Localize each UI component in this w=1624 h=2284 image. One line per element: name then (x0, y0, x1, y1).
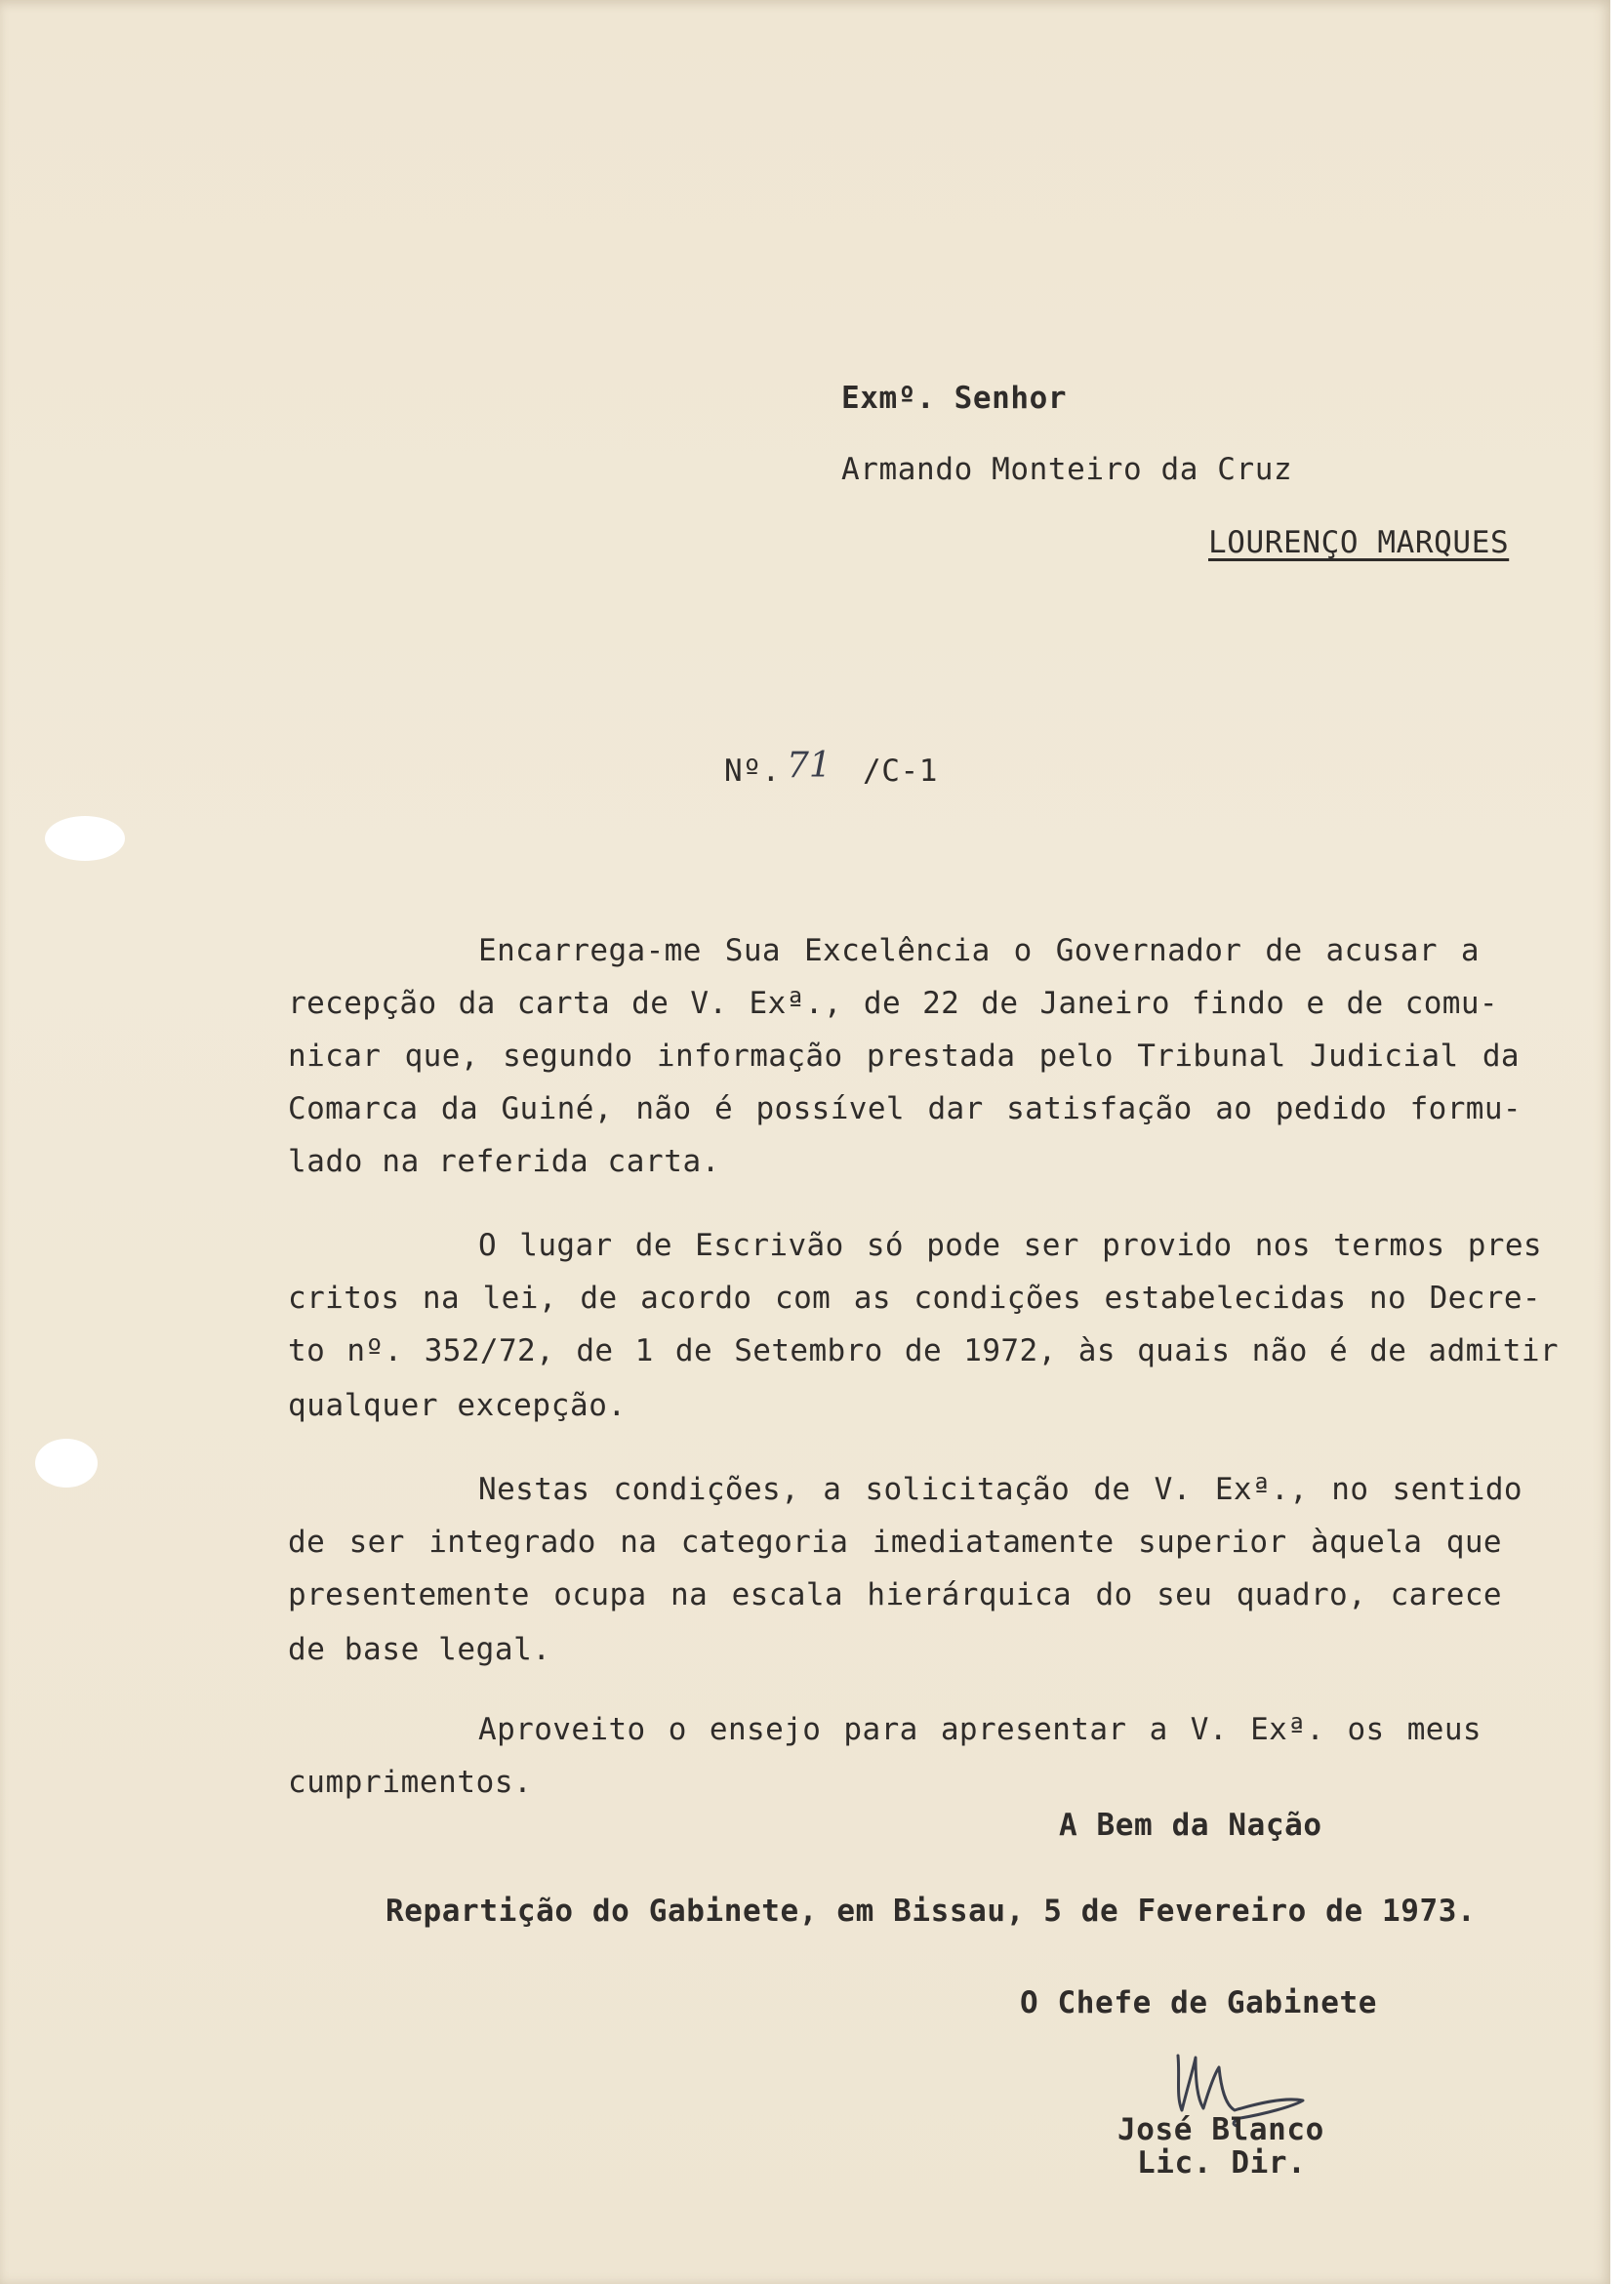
closing-title: O Chefe de Gabinete (1020, 1985, 1378, 2020)
reference-prefix: Nº. (724, 754, 781, 789)
closing-place-date: Repartição do Gabinete, em Bissau, 5 de Fevereiro de 1973. (386, 1894, 1477, 1929)
paragraph-4-line-2: cumprimentos. (288, 1765, 533, 1800)
closing-motto: A Bem da Nação (1059, 1808, 1322, 1843)
paragraph-4-line-1: Aproveito o ensejo para apresentar a V. Exª. os meus (478, 1712, 1482, 1747)
paragraph-1-line-2: recepção da carta de V. Exª., de 22 de Janeiro findo e de comu- (288, 986, 1498, 1021)
addressee-salutation: Exmº. Senhor (841, 381, 1068, 416)
reference-suffix: /C-1 (863, 754, 939, 789)
punch-hole-bottom (35, 1439, 98, 1488)
paragraph-1-line-3: nicar que, segundo informação prestada pelo Tribunal Judicial da (288, 1039, 1520, 1074)
paragraph-2-line-1: O lugar de Escrivão só pode ser provido nos termos pres (478, 1228, 1542, 1263)
paragraph-3-line-4: de base legal. (288, 1632, 551, 1667)
paragraph-3-line-3: presentemente ocupa na escala hierárquica do seu quadro, carece (288, 1577, 1502, 1612)
paragraph-3-line-1: Nestas condições, a solicitação de V. Exª., no sentido (478, 1472, 1522, 1507)
paragraph-1-line-5: lado na referida carta. (288, 1144, 721, 1179)
page-edge (1610, 0, 1624, 2284)
paragraph-2-line-2: critos na lei, de acordo com as condições estabelecidas no Decre- (288, 1281, 1541, 1316)
paragraph-2-line-4: qualquer excepção. (288, 1388, 627, 1423)
reference-handwritten-number: 71 (787, 746, 832, 786)
signatory-degree: Lic. Dir. (1137, 2145, 1307, 2181)
punch-hole-top (45, 816, 125, 861)
signatory-name: José Blanco (1117, 2112, 1324, 2147)
addressee-city: LOURENÇO MARQUES (1208, 525, 1510, 560)
paragraph-2-line-3: to nº. 352/72, de 1 de Setembro de 1972, às quais não é de admitir (288, 1333, 1559, 1368)
paragraph-1-line-4: Comarca da Guiné, não é possível dar satisfação ao pedido formu- (288, 1091, 1522, 1126)
paragraph-3-line-2: de ser integrado na categoria imediatamente superior àquela que (288, 1525, 1502, 1560)
paragraph-1-line-1: Encarrega-me Sua Excelência o Governador de acusar a (478, 933, 1480, 968)
addressee-name: Armando Monteiro da Cruz (841, 452, 1293, 487)
